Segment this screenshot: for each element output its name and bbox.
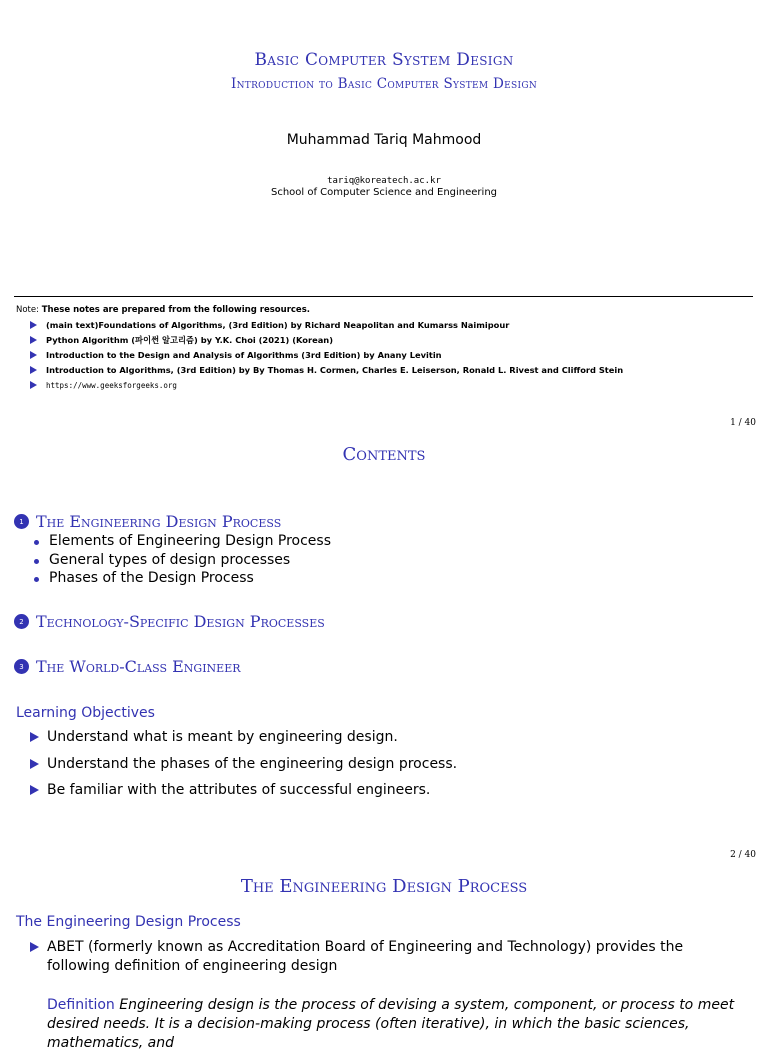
note-text: These notes are prepared from the following resources. — [41, 305, 310, 315]
slide-title: The Engineering Design Process — [240, 876, 528, 897]
reference-url-link[interactable]: https://www.geeksforgeeks.org — [46, 381, 177, 390]
triangle-bullet-icon — [30, 321, 37, 329]
definition-label: Definition — [47, 997, 115, 1013]
triangle-bullet-icon — [30, 785, 39, 795]
objective-item: Understand the phases of the engineering design process. — [30, 755, 457, 782]
bullet-item: ABET (formerly known as Accreditation Board of Engineering and Technology) provides the following definition of engineering design — [30, 938, 730, 976]
page-number: 1 / 40 — [730, 418, 756, 428]
objectives-list — [30, 728, 457, 808]
toc-section-title: The World-Class Engineer — [36, 657, 241, 676]
note-label: Note: — [16, 305, 42, 315]
triangle-bullet-icon — [30, 732, 39, 742]
reference-item: Introduction to Algorithms, (3rd Edition) by By Thomas H. Cormen, Charles E. Leiserson, Ronald L. Rivest and Clifford Stein — [30, 365, 623, 380]
toc-section-1[interactable] — [14, 512, 281, 531]
slide-title: Contents — [342, 444, 426, 465]
author-affiliation: School of Computer Science and Engineering — [270, 187, 498, 198]
section-number-icon: 2 — [14, 614, 29, 629]
reference-item: Introduction to the Design and Analysis of Algorithms (3rd Edition) by Anany Levitin — [30, 350, 623, 365]
toc-subsection[interactable]: General types of design processes — [34, 551, 331, 570]
triangle-bullet-icon — [30, 351, 37, 359]
objective-item: Be familiar with the attributes of successful engineers. — [30, 781, 457, 808]
bullet-dot-icon — [34, 577, 39, 582]
triangle-bullet-icon — [30, 381, 37, 389]
toc-section-title: Technology-Specific Design Processes — [36, 612, 325, 631]
reference-list — [30, 320, 623, 395]
toc-subsection-list — [34, 532, 331, 588]
definition-text: Engineering design is the process of devising a system, component, or process to meet desired needs. It is a decision-making process (often iterative), in which the basic sciences, mathematics, and — [47, 997, 735, 1051]
bullet-dot-icon — [34, 559, 39, 564]
objectives-heading: Learning Objectives — [16, 705, 155, 721]
author-name: Muhammad Tariq Mahmood — [286, 132, 482, 148]
slide-subtitle: Introduction to Basic Computer System Design — [230, 76, 537, 92]
slide-title: Basic Computer System Design — [254, 50, 514, 70]
toc-subsection[interactable]: Phases of the Design Process — [34, 569, 331, 588]
triangle-bullet-icon — [30, 336, 37, 344]
reference-url-item — [30, 380, 623, 395]
block-heading: The Engineering Design Process — [16, 914, 241, 930]
reference-item: (main text)Foundations of Algorithms, (3rd Edition) by Richard Neapolitan and Kumarss Naimipour — [30, 320, 623, 335]
toc-section-3[interactable] — [14, 657, 241, 676]
footnote — [16, 305, 310, 315]
reference-item: Python Algorithm (파이썬 알고리즘) by Y.K. Choi (2021) (Korean) — [30, 335, 623, 350]
page-number: 2 / 40 — [730, 850, 756, 860]
triangle-bullet-icon — [30, 366, 37, 374]
objective-item: Understand what is meant by engineering design. — [30, 728, 457, 755]
toc-subsection[interactable]: Elements of Engineering Design Process — [34, 532, 331, 551]
section-number-icon: 1 — [14, 514, 29, 529]
author-email: tariq@koreatech.ac.kr — [327, 176, 441, 186]
section-number-icon: 3 — [14, 659, 29, 674]
definition-block — [47, 996, 747, 1053]
footnote-divider — [14, 296, 753, 297]
triangle-bullet-icon — [30, 759, 39, 769]
bullet-dot-icon — [34, 540, 39, 545]
triangle-bullet-icon — [30, 942, 39, 952]
toc-section-title: The Engineering Design Process — [36, 512, 282, 531]
toc-section-2[interactable] — [14, 612, 325, 631]
